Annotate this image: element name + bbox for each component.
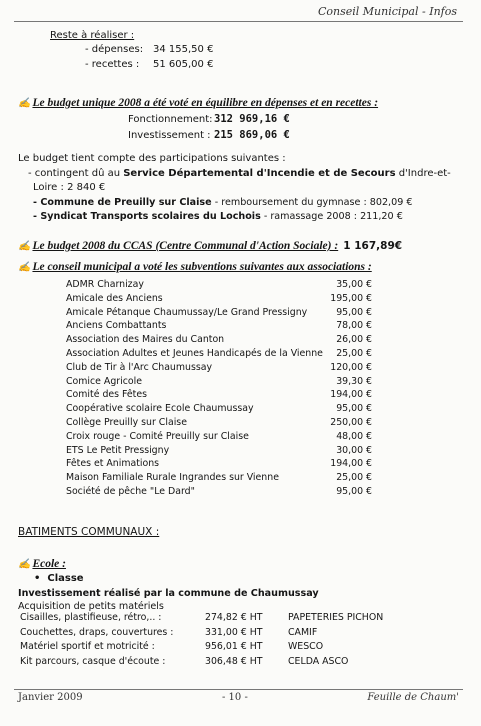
subvention-name: Fêtes et Animations xyxy=(66,458,160,470)
bullet-icon: • xyxy=(34,573,41,584)
pen-icon: ✍ xyxy=(18,262,31,273)
batiments-heading: BATIMENTS COMMUNAUX : xyxy=(18,526,160,538)
investment-label: Couchettes, draps, couvertures : xyxy=(20,626,174,638)
subvention-amount: 25,00 € xyxy=(336,348,372,359)
invest-title: Investissement réalisé par la commune de Chaumussay xyxy=(18,588,319,599)
subvention-name: Collège Preuilly sur Claise xyxy=(66,417,187,428)
ccas-heading: Le budget 2008 du CCAS (Centre Communal d'Action Sociale) : xyxy=(32,240,339,252)
subvention-amount: 95,00 € xyxy=(336,486,372,497)
pen-icon: ✍ xyxy=(18,559,31,570)
subvention-amount: 194,00 € xyxy=(330,389,372,401)
subvention-row xyxy=(66,320,372,333)
subvention-row xyxy=(66,348,372,361)
subvention-name: Croix rouge - Comité Preuilly sur Claise xyxy=(66,430,249,442)
investment-amount: 274,82 € HT xyxy=(205,612,263,623)
participation-preuilly: - Commune de Preuilly sur Claise - remboursement du gymnase : 802,09 € xyxy=(33,197,413,208)
subvention-amount: 250,00 € xyxy=(330,417,372,428)
subvention-row xyxy=(66,307,372,320)
subvention-amount: 195,00 € xyxy=(330,292,372,304)
subvention-row xyxy=(66,445,372,458)
participations-intro: Le budget tient compte des participations suivantes : xyxy=(18,153,286,164)
investment-supplier: WESCO xyxy=(288,641,324,652)
subvention-amount: 26,00 € xyxy=(336,334,372,346)
ccas-value: 1 167,89€ xyxy=(343,240,403,252)
ecole-heading: ✍ Ecole : xyxy=(18,558,66,570)
acquisition-label: Acquisition de petits matériels xyxy=(18,601,164,612)
subvention-row xyxy=(66,486,372,499)
budget-unique-heading: ✍ Le budget unique 2008 a été voté en équilibre en dépenses et en recettes : xyxy=(18,97,379,109)
ccas-line xyxy=(18,234,402,253)
depenses-label: - dépenses: xyxy=(85,44,144,55)
subvention-amount: 194,00 € xyxy=(330,458,372,470)
subvention-row xyxy=(66,417,372,430)
subvention-name: Club de Tir à l'Arc Chaumussay xyxy=(66,361,213,373)
participation-transports: - Syndicat Transports scolaires du Lochois - ramassage 2008 : 211,20 € xyxy=(33,211,403,222)
subvention-name: Association des Maires du Canton xyxy=(66,334,225,346)
investment-supplier: CELDA ASCO xyxy=(288,655,349,667)
header-divider xyxy=(14,21,463,22)
subvention-amount: 95,00 € xyxy=(336,306,372,318)
investment-label: Cisailles, plastifieuse, rétro,.. : xyxy=(20,612,162,623)
investment-label: Matériel sportif et motricité : xyxy=(20,641,155,652)
subvention-row xyxy=(66,389,372,402)
subvention-row xyxy=(66,431,372,444)
subvention-amount: 95,00 € xyxy=(336,403,372,415)
subvention-name: ADMR Charnizay xyxy=(66,279,144,290)
subvention-name: Amicale des Anciens xyxy=(66,292,163,304)
subvention-name: Société de pêche "Le Dard" xyxy=(66,486,195,497)
subvention-row xyxy=(66,334,372,347)
participation-sdis-amount: Loire : 2 840 € xyxy=(33,182,106,193)
subvention-name: Maison Familiale Rurale Ingrandes sur Vienne xyxy=(66,472,279,484)
investment-amount: 306,48 € HT xyxy=(205,655,263,667)
subvention-row xyxy=(66,279,372,292)
recettes-label: - recettes : xyxy=(85,59,140,70)
investment-supplier: PAPETERIES PICHON xyxy=(288,612,384,623)
subvention-amount: 39,30 € xyxy=(336,375,372,387)
subvention-amount: 30,00 € xyxy=(336,444,372,456)
footer-publication: Feuille de Chaum' xyxy=(367,692,459,703)
investment-label: Kit parcours, casque d'écoute : xyxy=(20,655,166,667)
subvention-row xyxy=(66,458,372,471)
subvention-name: Comité des Fêtes xyxy=(66,389,148,401)
subvention-name: Coopérative scolaire Ecole Chaumussay xyxy=(66,403,254,415)
subvention-row xyxy=(66,403,372,416)
investissement-value: 215 869,06 € xyxy=(214,129,290,141)
fonctionnement-value: 312 969,16 € xyxy=(214,113,290,125)
subvention-row xyxy=(66,472,372,485)
header-title: Conseil Municipal - Infos xyxy=(317,5,457,18)
subvention-name: ETS Le Petit Pressigny xyxy=(66,444,170,456)
subvention-name: Anciens Combattants xyxy=(66,320,167,332)
subvention-amount: 35,00 € xyxy=(336,279,372,290)
pen-icon: ✍ xyxy=(18,241,31,252)
subvention-amount: 25,00 € xyxy=(336,472,372,484)
investment-amount: 331,00 € HT xyxy=(205,626,263,638)
footer-date: Janvier 2009 xyxy=(18,692,83,703)
subvention-amount: 48,00 € xyxy=(336,430,372,442)
page-number: - 10 - xyxy=(222,692,248,703)
subvention-name: Comice Agricole xyxy=(66,375,143,387)
subvention-row xyxy=(66,362,372,375)
recettes-value: 51 605,00 € xyxy=(153,59,214,70)
subvention-name: Amicale Pétanque Chaumussay/Le Grand Pressigny xyxy=(66,306,308,318)
subvention-amount: 120,00 € xyxy=(330,361,372,373)
depenses-value: 34 155,50 € xyxy=(153,44,214,55)
investment-amount: 956,01 € HT xyxy=(205,641,263,652)
subvention-name: Association Adultes et Jeunes Handicapés de la Vienne xyxy=(66,348,323,359)
subventions-heading: ✍ Le conseil municipal a voté les subventions suivantes aux associations : xyxy=(18,261,372,273)
investment-supplier: CAMIF xyxy=(288,626,318,638)
subvention-row xyxy=(66,293,372,306)
subvention-amount: 78,00 € xyxy=(336,320,372,332)
participation-sdis: - contingent dû au Service Départemental d'Incendie et de Secours d'Indre-et- xyxy=(28,168,451,179)
fonctionnement-label: Fonctionnement: xyxy=(128,114,213,125)
investissement-label: Investissement : xyxy=(128,130,211,141)
ecole-bullet-item: • Classe xyxy=(34,573,84,584)
reste-title: Reste à réaliser : xyxy=(50,30,135,41)
subvention-row xyxy=(66,376,372,389)
pen-icon: ✍ xyxy=(18,98,31,109)
footer-divider xyxy=(14,689,463,690)
